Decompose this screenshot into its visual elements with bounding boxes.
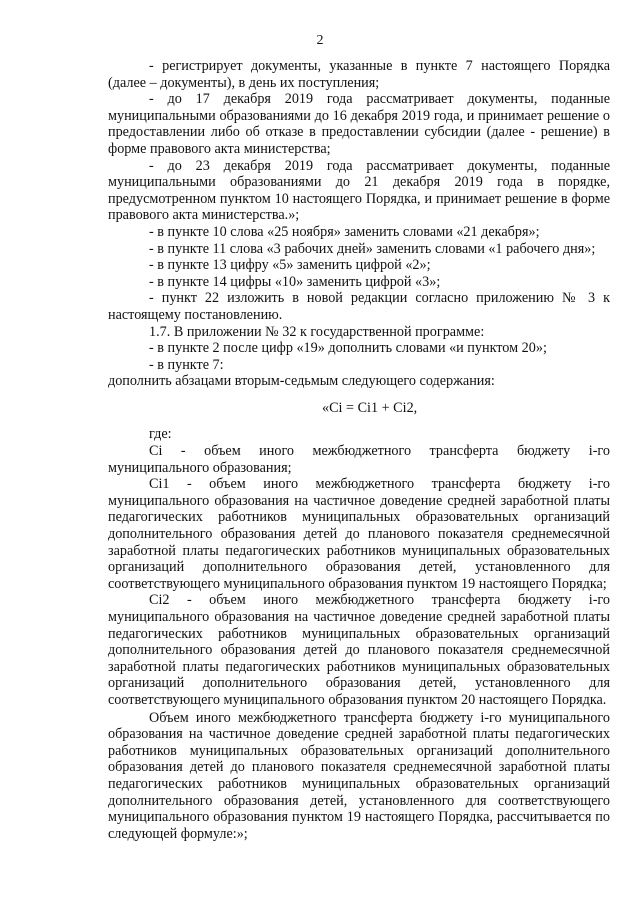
paragraph-december-17: - до 17 декабря 2019 года рассматривает документы, поданные муниципальными образованиями до 16 декабря 2019 года, и принимает решение о предоставлении либо об отказе в предоставлении субсидии (далее - решение) в форме правового акта министерства;	[108, 91, 610, 157]
paragraph-section-1-7: 1.7. В приложении № 32 к государственной программе:	[149, 323, 485, 340]
paragraph-december-23: - до 23 декабря 2019 года рассматривает документы, поданные муниципальными образованиями до 21 декабря 2019 года в порядке, предусмотренном пунктом 10 настоящего Порядка, и принимает решение в форме правового акта министерства.»;	[108, 157, 610, 224]
paragraph-register-documents: - регистрирует документы, указанные в пункте 7 настоящего Порядка (далее – документы), в день их поступления;	[108, 58, 610, 91]
definition-ci2: Ci2 - объем иного межбюджетного трансферта бюджету i-го муниципального образования на частичное доведение средней заработной платы педагогических работников муниципальных образовательных организаций дополнительного образования детей до планового показателя среднемесячной заработной платы педагогических работников муниципальных образовательных организаций дополнительного образования детей, установленного для соответствующего муниципального образования пунктом 20 настоящего Порядка.	[108, 592, 610, 708]
definition-ci1: Ci1 - объем иного межбюджетного трансферта бюджету i-го муниципального образования на частичное доведение средней заработной платы педагогических работников муниципальных образовательных организаций дополнительного образования детей до планового показателя среднемесячной заработной платы педагогических работников муниципальных образовательных организаций дополнительного образования детей, установленного для соответствующего муниципального образования пунктом 19 настоящего Порядка;	[108, 476, 610, 592]
paragraph-point-10: - в пункте 10 слова «25 ноября» заменить словами «21 декабря»;	[149, 223, 540, 240]
formula: «Ci = Ci1 + Ci2,	[322, 399, 418, 416]
paragraph-point-14: - в пункте 14 цифры «10» заменить цифрой «3»;	[149, 273, 441, 290]
document-body	[108, 58, 610, 842]
definition-volume-formula: Объем иного межбюджетного трансферта бюджету i-го муниципального образования на частичное доведение средней заработной платы педагогических работников муниципальных образовательных организаций дополнительного образования детей до планового показателя среднемесячной заработной платы педагогических работников муниципальных образовательных организаций дополнительного образования детей, установленного для соответствующего муниципального образования пунктом 19 настоящего Порядка, рассчитывается по следующей формуле:»;	[108, 709, 610, 842]
paragraph-point-22: - пункт 22 изложить в новой редакции согласно приложению № 3 к настоящему постановлению.	[108, 290, 610, 323]
page-number: 2	[316, 33, 324, 48]
paragraph-point-11: - в пункте 11 слова «3 рабочих дней» заменить словами «1 рабочего дня»;	[149, 240, 596, 257]
where-label: где:	[149, 426, 172, 443]
paragraph-point-13: - в пункте 13 цифру «5» заменить цифрой «2»;	[149, 257, 431, 274]
definition-ci: Ci - объем иного межбюджетного трансферта бюджету i-го муниципального образования;	[108, 443, 610, 476]
paragraph-point-7: - в пункте 7:	[149, 356, 224, 373]
paragraph-point-2: - в пункте 2 после цифр «19» дополнить словами «и пунктом 20»;	[149, 340, 547, 357]
paragraph-supplement-intro: дополнить абзацами вторым-седьмым следующего содержания:	[108, 373, 495, 390]
